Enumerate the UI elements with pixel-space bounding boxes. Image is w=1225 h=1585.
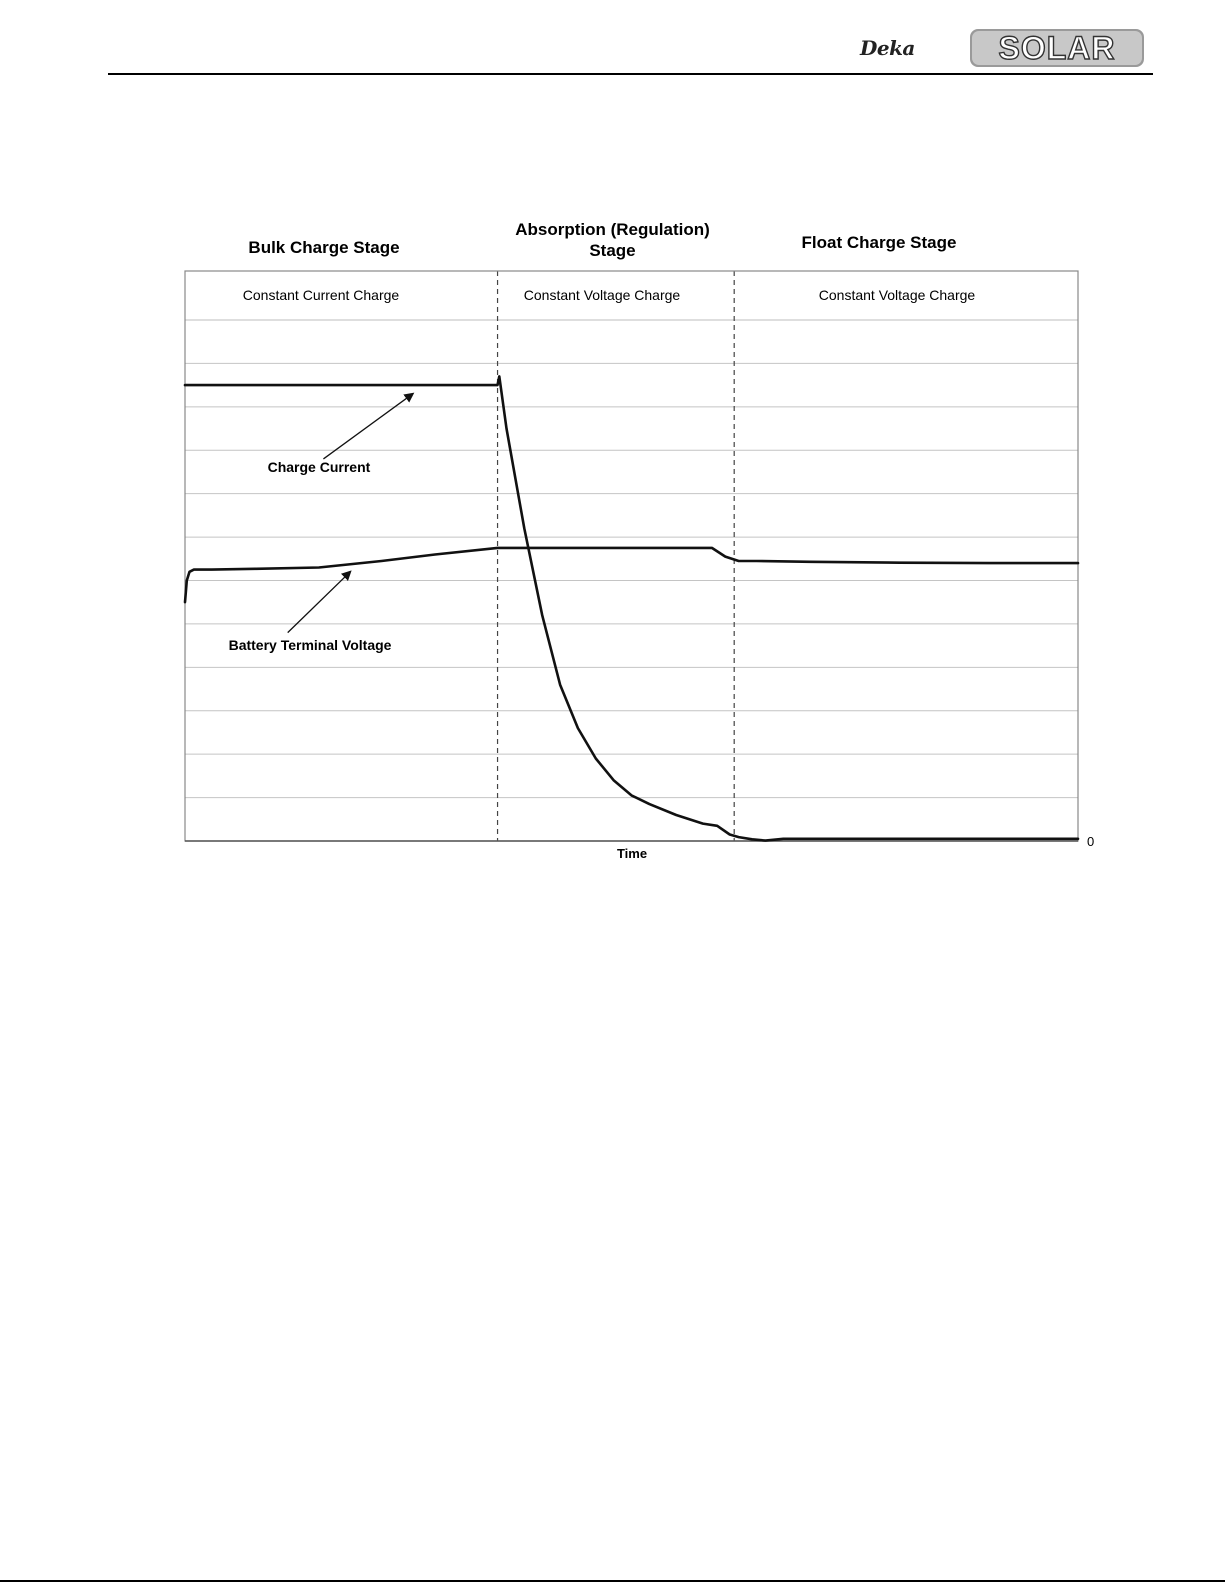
stage-subtitle-absorption: Constant Voltage Charge (523, 287, 681, 303)
grid-layer (185, 320, 1078, 798)
x-axis-label: Time (616, 846, 648, 861)
stage-boundary-layer (498, 271, 735, 841)
stage-title-absorption-line2: Stage (589, 241, 636, 260)
logo-solar-text: SOLAR (998, 30, 1116, 66)
stage-title-absorption-line1: Absorption (Regulation) (515, 220, 710, 239)
annotation-label-battery-terminal-voltage: Battery Terminal Voltage (228, 636, 392, 653)
plot-frame (185, 271, 1078, 841)
stage-subtitle-float: Constant Voltage Charge (818, 287, 976, 303)
stage-subtitle-bulk: Constant Current Charge (242, 287, 400, 303)
logo-deka-text: Deka (860, 36, 915, 60)
series-line-battery-voltage (185, 548, 1078, 602)
series-line-charge-current (185, 376, 1078, 840)
series-layer (185, 376, 1078, 840)
y-zero-tick-label: 0 (1087, 834, 1095, 849)
annotation-arrow-charge-current (323, 394, 412, 459)
stage-title-bulk-line: Bulk Charge Stage (248, 238, 400, 257)
annotation-layer (229, 394, 413, 653)
annotation-label-charge-current: Charge Current (267, 458, 371, 475)
stage-title-float-line: Float Charge Stage (801, 233, 957, 252)
footer-rule (0, 1580, 1225, 1582)
